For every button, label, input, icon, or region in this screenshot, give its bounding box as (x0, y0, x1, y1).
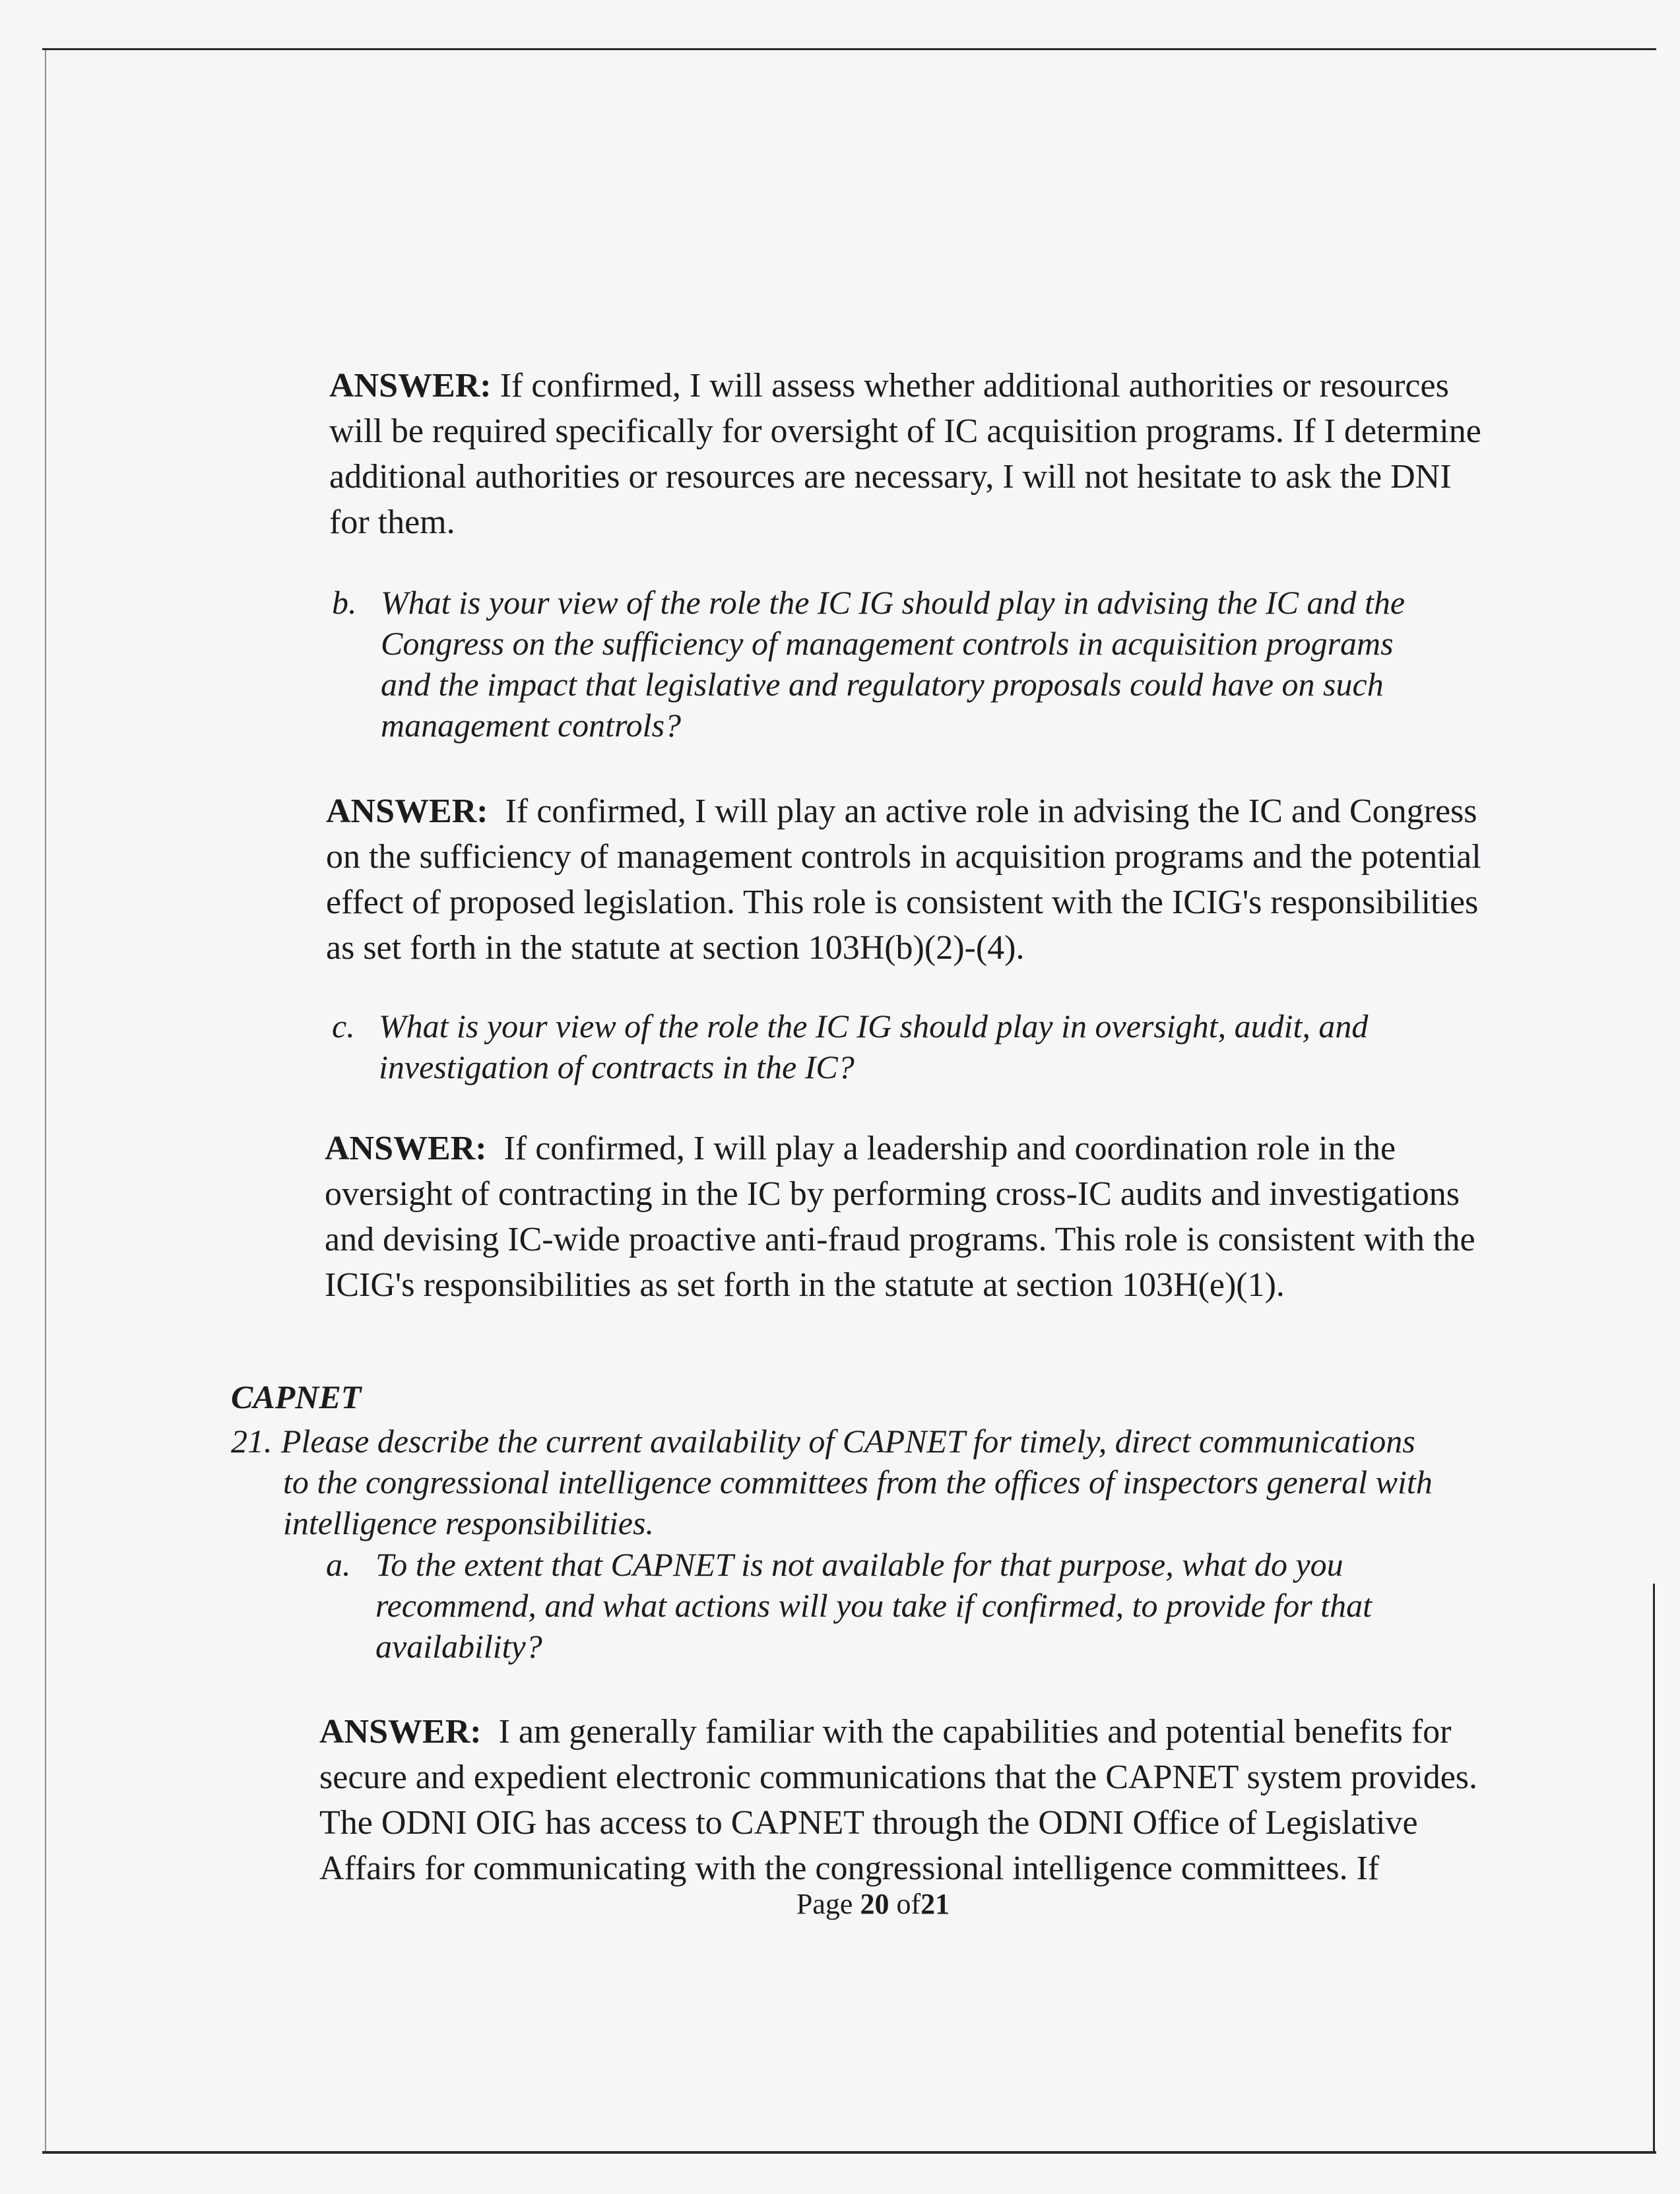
answer-text: If confirmed, I will play a leadership and coordination role in the (503, 1130, 1396, 1167)
answer-line: for them. (329, 503, 455, 541)
answer-3 (325, 1126, 1475, 1308)
question-line: availability? (375, 1628, 542, 1665)
question-line: What is your view of the role the IC IG should play in advising the IC and the (381, 584, 1405, 621)
of-label: of (896, 1888, 921, 1920)
answer-line: ICIG's responsibilities as set forth in the statute at section 103H(e)(1). (325, 1266, 1285, 1304)
question-line: investigation of contracts in the IC? (379, 1049, 855, 1085)
answer-line: on the sufficiency of management controls in acquisition programs and the potential (326, 838, 1481, 876)
page-label: Page (796, 1888, 853, 1920)
section-heading: CAPNET (231, 1378, 362, 1415)
answer-label: ANSWER: (319, 1713, 482, 1751)
question-line: recommend, and what actions will you take if confirmed, to provide for that (375, 1587, 1372, 1624)
answer-line (326, 789, 1481, 834)
answer-1 (329, 363, 1481, 545)
answer-text: I am generally familiar with the capabilities and potential benefits for (498, 1713, 1452, 1751)
answer-label: ANSWER: (326, 792, 488, 830)
question-line: Congress on the sufficiency of management controls in acquisition programs (381, 625, 1394, 662)
answer-2 (326, 789, 1481, 971)
answer-line (325, 1126, 1475, 1171)
left-border-line (45, 48, 46, 2153)
answer-label: ANSWER: (325, 1130, 487, 1167)
current-page: 20 (860, 1888, 889, 1920)
answer-label: ANSWER: (329, 367, 492, 404)
answer-line: oversight of contracting in the IC by performing cross-IC audits and investigations (325, 1175, 1460, 1213)
page-number (0, 1887, 1680, 1921)
right-border-line (1653, 1584, 1655, 2151)
answer-4 (319, 1709, 1477, 1891)
question-line: to the congressional intelligence committees from the offices of inspectors general with (283, 1464, 1433, 1500)
answer-line: secure and expedient electronic communications that the CAPNET system provides. (319, 1758, 1478, 1796)
question-marker: b. (332, 584, 357, 621)
question-number: 21. (231, 1423, 273, 1460)
bottom-border-line (42, 2151, 1656, 2154)
answer-line (329, 363, 1481, 408)
answer-line: and devising IC-wide proactive anti-fraud programs. This role is consistent with the (325, 1221, 1475, 1258)
answer-line: as set forth in the statute at section 103H(b)(2)-(4). (326, 929, 1025, 967)
answer-line: The ODNI OIG has access to CAPNET through the ODNI Office of Legislative (319, 1804, 1418, 1842)
question-line: and the impact that legislative and regulatory proposals could have on such (381, 666, 1384, 703)
top-border-line (42, 48, 1656, 50)
question-line: To the extent that CAPNET is not available for that purpose, what do you (375, 1546, 1343, 1583)
answer-text: If confirmed, I will play an active role in advising the IC and Congress (505, 792, 1477, 830)
question-line: intelligence responsibilities. (283, 1504, 654, 1541)
answer-line: effect of proposed legislation. This role is consistent with the ICIG's responsibilities (326, 884, 1479, 921)
question-marker: a. (326, 1546, 351, 1583)
answer-line (319, 1709, 1477, 1755)
question-line: Please describe the current availability of CAPNET for timely, direct communications (281, 1423, 1415, 1460)
question-line: What is your view of the role the IC IG should play in oversight, audit, and (379, 1008, 1369, 1045)
answer-text: If confirmed, I will assess whether additional authorities or resources (500, 367, 1449, 404)
answer-line: additional authorities or resources are necessary, I will not hesitate to ask the DNI (329, 458, 1452, 496)
answer-line: will be required specifically for oversight of IC acquisition programs. If I determine (329, 412, 1481, 450)
question-line: management controls? (381, 707, 682, 744)
answer-line: Affairs for communicating with the congressional intelligence committees. If (319, 1850, 1380, 1887)
question-marker: c. (332, 1008, 355, 1045)
total-pages: 21 (921, 1888, 950, 1920)
